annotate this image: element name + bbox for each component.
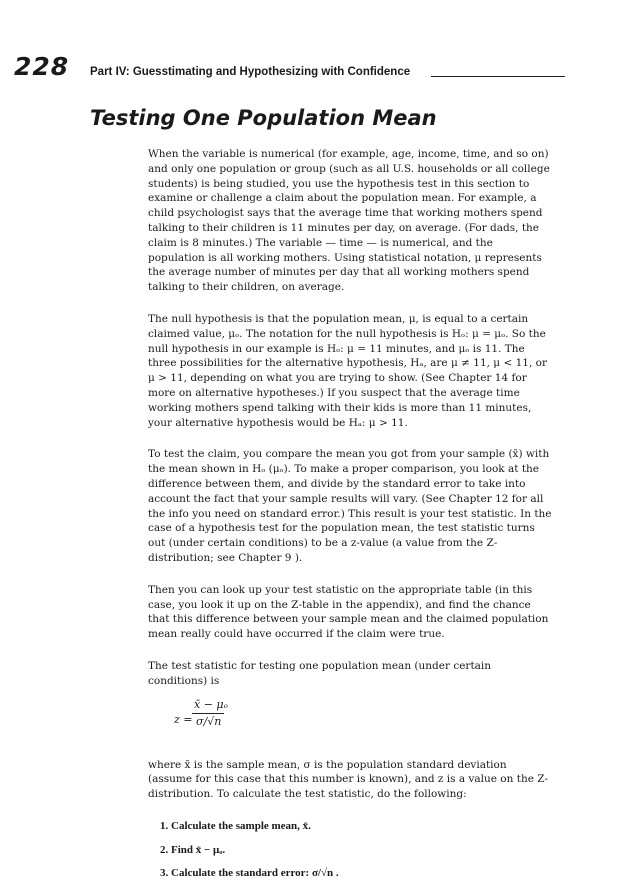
formula-denominator: σ/√n	[196, 714, 222, 728]
paragraph-intro: When the variable is numerical (for example, age, income, time, and so on) and only one population or group (such as all U.S. households or all college students) is being studied, you use the hypothesis test in this section to examine or challenge a claim about the population mean. For example, a child psychologist says that the average time that working mothers spend talking to their children is 11 minutes per day, on average. (For dads, the claim is 8 minutes.) The variable — time — is numerical, and the population is all working mothers. Using statistical notation, μ represents the average number of minutes per day that all working mothers spend talking to their children, on average.	[148, 148, 550, 294]
paragraph-lookup: Then you can look up your test statistic on the appropriate table (in this case, you look it up on the Z-table in the appendix), and find the chance that this difference between your sample mean and the claimed population mean really could have occurred if the claim were true.	[148, 583, 549, 641]
paragraph-after-formula: where x̄ is the sample mean, σ is the population standard deviation (assume for this case that this number is known), and z is a value on the Z-distribution. To calculate the test statistic, do the following:	[148, 758, 549, 801]
formula-numerator: x̄ − μₒ	[194, 697, 228, 711]
header-rule	[431, 76, 565, 77]
step-item: 1. Calculate the sample mean, x̄.	[160, 819, 311, 832]
test-statistic-formula	[174, 698, 552, 744]
paragraph-formula-intro: The test statistic for testing one population mean (under certain conditions) is	[148, 659, 492, 687]
formula-lhs: z =	[174, 712, 193, 726]
steps-list	[148, 819, 552, 881]
fraction-bar	[192, 713, 224, 714]
section-title: Testing One Population Mean	[90, 106, 437, 130]
page-header	[14, 52, 554, 88]
step-item: 3. Calculate the standard error: σ/√n .	[160, 867, 339, 880]
page-number: 228	[14, 52, 70, 81]
running-head: Part IV: Guesstimating and Hypothesizing with Confidence	[90, 66, 411, 78]
step-item: 2. Find x̄ − μₒ.	[160, 843, 226, 856]
paragraph-test-claim: To test the claim, you compare the mean you got from your sample (x̄) with the mean shown in Hₒ (μₒ). To make a proper comparison, you look at the difference between them, and divide by the standard error to take into account the fact that your sample results will vary. (See Chapter 12 for all the info you need on standard error.) This result is your test statistic. In the case of a hypothesis test for the population mean, the test statistic turns out (under certain conditions) to be a z-value (a value from the Z-distribution; see Chapter 9 ).	[148, 448, 552, 564]
paragraph-null-hypothesis: The null hypothesis is that the population mean, μ, is equal to a certain claimed value, μₒ. The notation for the null hypothesis is Hₒ: μ = μₒ. So the null hypothesis in our example is Hₒ: μ = 11 minutes, and μₒ is 11. The three possibilities for the alternative hypothesis, Hₐ, are μ ≠ 11, μ < 11, or μ > 11, depending on what you are trying to show. (See Chapter 14 for more on alternative hypotheses.) If you suspect that the average time working mothers spend talking with their kids is more than 11 minutes, your alternative hypothesis would be Hₐ: μ > 11.	[148, 312, 547, 429]
body-text	[148, 147, 552, 890]
